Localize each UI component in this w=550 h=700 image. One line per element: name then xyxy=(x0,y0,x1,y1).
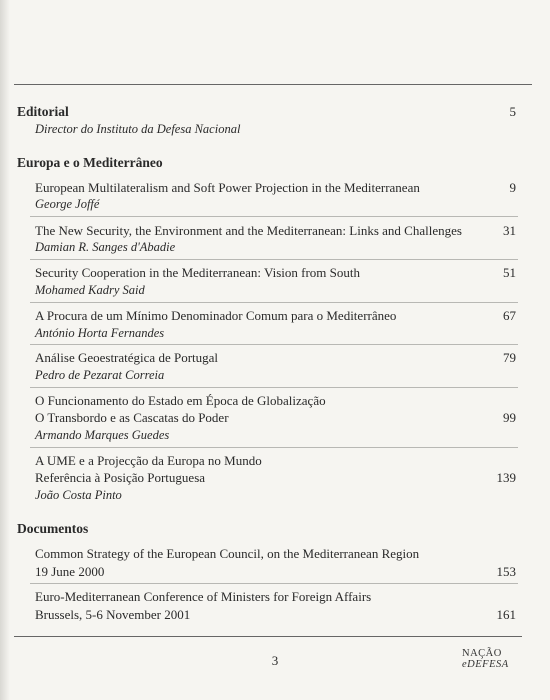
entry-page: 139 xyxy=(496,470,516,485)
entry-author: Pedro de Pezarat Correia xyxy=(35,368,165,382)
footer-page-number: 3 xyxy=(271,653,279,668)
entry-author: Armando Marques Guedes xyxy=(35,428,170,442)
nacao-defesa-logo xyxy=(462,648,522,670)
entry-separator xyxy=(30,387,518,388)
logo-line-2: eDEFESA xyxy=(462,659,509,670)
entry-title-line2: 19 June 2000 xyxy=(35,564,105,579)
entry-title: Análise Geoestratégica de Portugal xyxy=(35,350,219,365)
entry-title: A Procura de um Mínimo Denominador Comum para o Mediterrâneo xyxy=(35,308,397,323)
entry-separator xyxy=(30,583,518,584)
entry-title: A UME e a Projecção da Europa no Mundo xyxy=(35,453,262,468)
author-editorial: Director do Instituto da Defesa Nacional xyxy=(35,122,241,136)
entry-title-line2: O Transbordo e as Cascatas do Poder xyxy=(35,410,229,425)
bottom-rule xyxy=(14,636,522,637)
entry-page: 51 xyxy=(503,265,516,280)
entry-title: O Funcionamento do Estado em Época de Globalização xyxy=(35,393,326,408)
page-fold-shadow xyxy=(0,0,10,700)
entry-title: Security Cooperation in the Mediterranean: Vision from South xyxy=(35,265,360,280)
entry-page: 99 xyxy=(503,410,516,425)
entry-title: Euro-Mediterranean Conference of Ministers for Foreign Affairs xyxy=(35,589,372,604)
entry-author: João Costa Pinto xyxy=(35,488,122,502)
entry-page: 31 xyxy=(503,223,516,238)
top-rule xyxy=(14,84,532,85)
entry-author: Damian R. Sanges d'Abadie xyxy=(35,240,176,254)
entry-separator xyxy=(30,344,518,345)
entry-page: 161 xyxy=(496,607,516,622)
entry-title: The New Security, the Environment and the Mediterranean: Links and Challenges xyxy=(35,223,462,238)
entry-title: European Multilateralism and Soft Power Projection in the Mediterranean xyxy=(35,180,420,195)
section-heading-europa: Europa e o Mediterrâneo xyxy=(17,155,163,170)
page-number-editorial: 5 xyxy=(509,104,516,119)
entry-separator xyxy=(30,259,518,260)
entry-page: 9 xyxy=(509,180,516,195)
entry-author: Mohamed Kadry Said xyxy=(35,283,145,297)
section-heading-documentos: Documentos xyxy=(17,521,89,536)
entry-separator xyxy=(30,302,518,303)
entry-separator xyxy=(30,447,518,448)
section-heading-editorial: Editorial xyxy=(17,104,69,119)
entry-author: António Horta Fernandes xyxy=(35,326,165,340)
entry-title-line2: Referência à Posição Portuguesa xyxy=(35,470,206,485)
entry-page: 67 xyxy=(503,308,516,323)
entry-author: George Joffé xyxy=(35,197,100,211)
entry-separator xyxy=(30,216,518,217)
entry-title: Common Strategy of the European Council, on the Mediterranean Region xyxy=(35,546,420,561)
entry-title-line2: Brussels, 5-6 November 2001 xyxy=(35,607,191,622)
logo-line-1: NAÇÃO xyxy=(462,648,502,659)
entry-page: 79 xyxy=(503,350,516,365)
entry-page: 153 xyxy=(496,564,516,579)
